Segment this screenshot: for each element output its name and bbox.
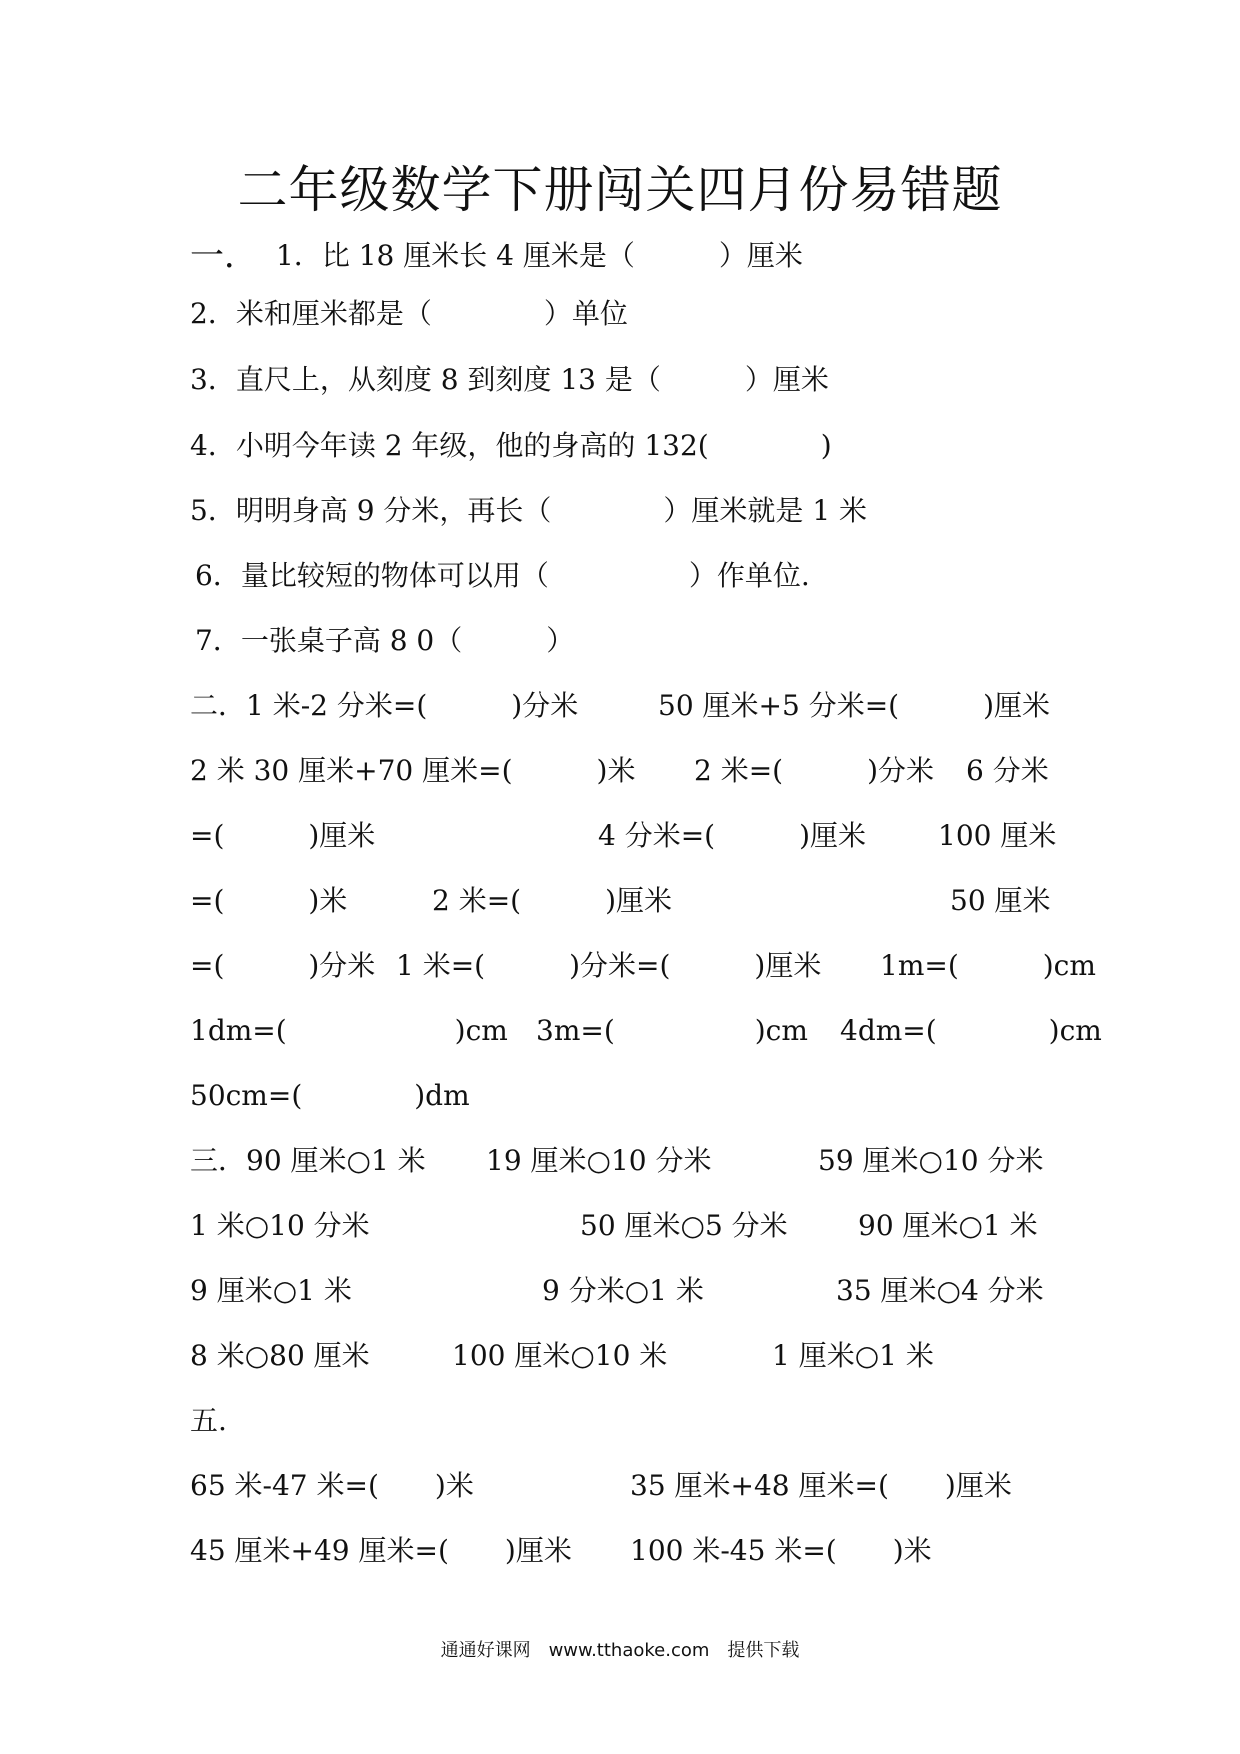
calculation-item: 35 厘米+48 厘米=( )厘米: [630, 1469, 1012, 1502]
footer-credit: 通通好课网 www.tthaoke.com 提供下载: [440, 1640, 800, 1661]
comparison-item: 三．90 厘米○1 米: [190, 1144, 426, 1177]
section-3-row-1: [190, 1141, 1060, 1181]
conversion-item: 1 米=( )分米=( )厘米: [396, 949, 822, 982]
conversion-item: =( )米: [190, 884, 348, 917]
conversion-item: 2 米=( )厘米: [432, 884, 673, 917]
calculation-item: 100 米-45 米=( )米: [630, 1534, 932, 1567]
question-7: 7．一张桌子高 8 0（ ）: [195, 624, 575, 657]
section-2-row-3: [190, 816, 1060, 856]
conversion-item: 二．1 米-2 分米=( )分米: [190, 689, 579, 722]
comparison-item: 90 厘米○1 米: [858, 1209, 1038, 1242]
comparison-item: 1 厘米○1 米: [772, 1339, 934, 1372]
conversion-item: =( )厘米: [190, 819, 376, 852]
conversion-item: 50cm=( )dm: [190, 1079, 470, 1112]
section-5-row-2: [190, 1531, 1060, 1571]
conversion-item: 4 分米=( )厘米: [598, 819, 867, 852]
question-2-line: [190, 294, 1060, 334]
conversion-item: 2 米 30 厘米+70 厘米=( )米: [190, 754, 636, 787]
section-2-row-2: [190, 751, 1060, 791]
question-3: 3．直尺上，从刻度 8 到刻度 13 是（ ）厘米: [190, 363, 829, 396]
section-5-row-1: [190, 1466, 1060, 1506]
question-6-line: [190, 556, 1060, 596]
section-5-label: 五.: [190, 1404, 227, 1437]
conversion-item: =( )分米: [190, 949, 376, 982]
question-5: 5．明明身高 9 分米，再长（ ）厘米就是 1 米: [190, 494, 868, 527]
page-title: 二年级数学下册闯关四月份易错题: [237, 161, 1003, 219]
question-4: 4．小明今年读 2 年级，他的身高的 132( ): [190, 429, 832, 462]
comparison-item: 59 厘米○10 分米: [818, 1144, 1044, 1177]
question-1: 1．比 18 厘米长 4 厘米是（ ）厘米: [276, 239, 803, 272]
section-2-row-7: [190, 1076, 1060, 1116]
comparison-item: 9 厘米○1 米: [190, 1274, 352, 1307]
comparison-item: 1 米○10 分米: [190, 1209, 370, 1242]
section-2-row-5: [190, 946, 1096, 986]
conversion-item: 50 厘米+5 分米=( )厘米: [658, 689, 1051, 722]
section-3-row-3: [190, 1271, 1060, 1311]
conversion-item: 1dm=( )cm: [190, 1014, 508, 1047]
conversion-item: 100 厘米: [938, 819, 1057, 852]
question-5-line: [190, 491, 1060, 531]
comparison-item: 50 厘米○5 分米: [580, 1209, 788, 1242]
section-3-row-2: [190, 1206, 1060, 1246]
comparison-item: 35 厘米○4 分米: [836, 1274, 1044, 1307]
conversion-item: 4dm=( )cm: [840, 1014, 1102, 1047]
conversion-item: 50 厘米: [950, 884, 1051, 917]
section-3-row-4: [190, 1336, 1060, 1376]
section-1-label: 一．: [190, 236, 258, 276]
comparison-item: 8 米○80 厘米: [190, 1339, 370, 1372]
question-4-line: [190, 426, 1060, 466]
question-2: 2．米和厘米都是（ ）单位: [190, 297, 628, 330]
conversion-item: 6 分米: [966, 754, 1049, 787]
question-3-line: [190, 360, 1060, 400]
conversion-item: 1m=( )cm: [880, 949, 1096, 982]
calculation-item: 45 厘米+49 厘米=( )厘米: [190, 1534, 572, 1567]
question-7-line: [190, 621, 1060, 661]
section-2-row-6: [190, 1011, 1102, 1051]
comparison-item: 100 厘米○10 米: [452, 1339, 668, 1372]
question-1-line: [190, 236, 1060, 276]
comparison-item: 19 厘米○10 分米: [486, 1144, 712, 1177]
section-2-row-4: [190, 881, 1060, 921]
section-5-label-line: [190, 1401, 1060, 1441]
section-2-row-1: [190, 686, 1060, 726]
comparison-item: 9 分米○1 米: [542, 1274, 704, 1307]
calculation-item: 65 米-47 米=( )米: [190, 1469, 474, 1502]
conversion-item: 3m=( )cm: [536, 1014, 808, 1047]
question-6: 6．量比较短的物体可以用（ ）作单位.: [195, 559, 810, 592]
conversion-item: 2 米=( )分米: [694, 754, 935, 787]
